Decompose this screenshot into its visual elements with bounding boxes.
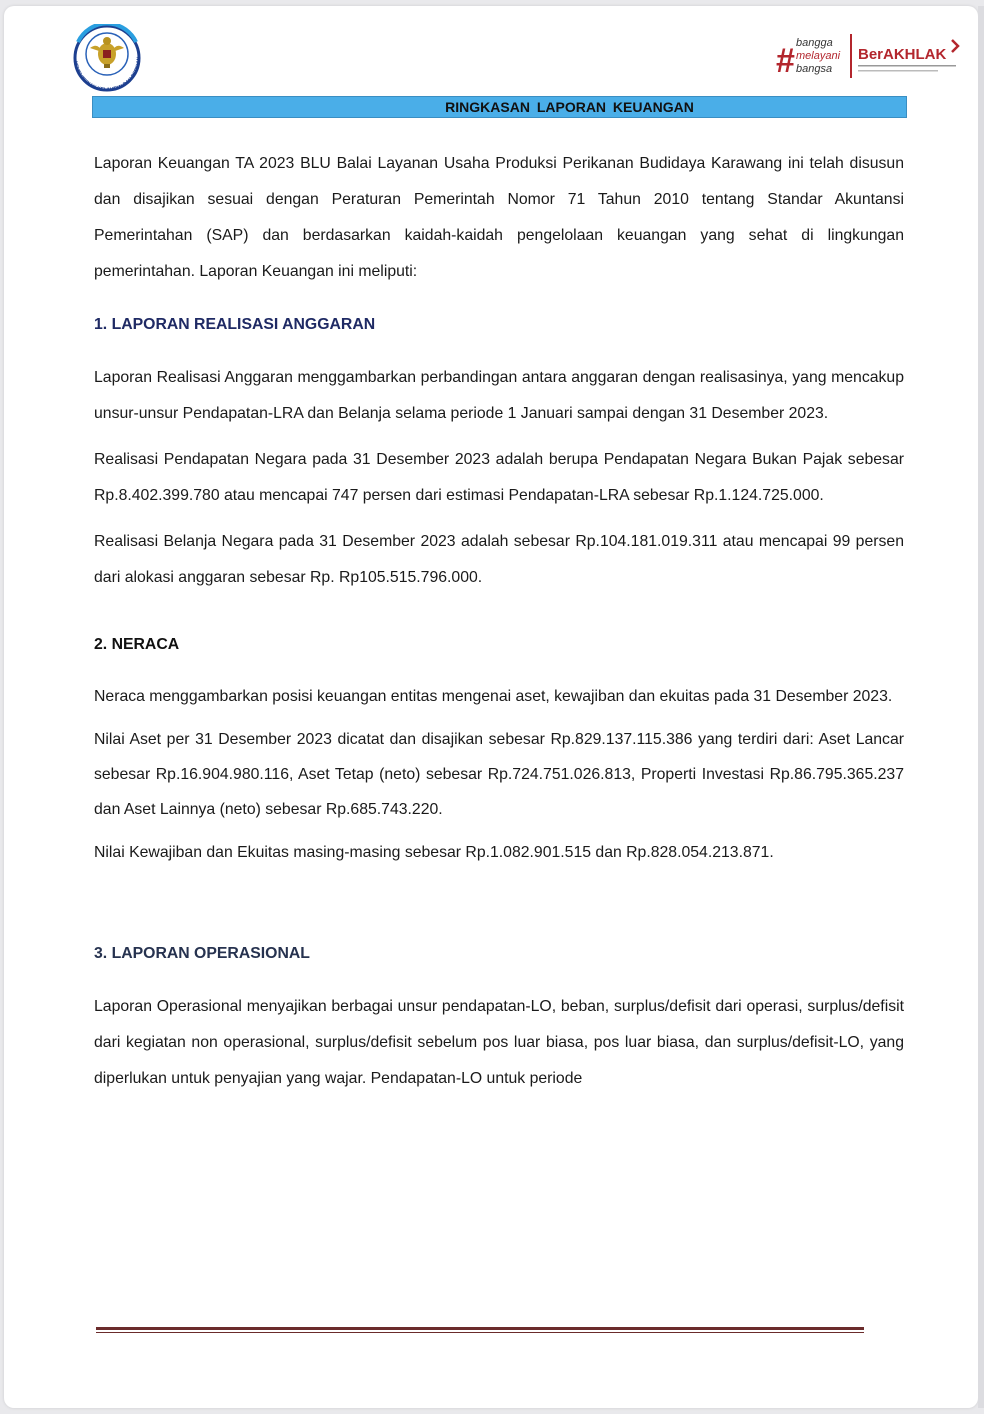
neraca-paragraph-1: Neraca menggambarkan posisi keuangan entitas mengenai aset, kewajiban dan ekuitas pada 31 Desember 2023.	[94, 688, 893, 705]
title-banner	[92, 96, 907, 118]
svg-text:bangga: bangga	[796, 37, 833, 49]
svg-text:bangsa: bangsa	[796, 63, 833, 75]
document-page	[4, 6, 978, 1408]
svg-text:BerAKHLAK: BerAKHLAK	[858, 46, 947, 63]
lra-paragraph-3: Realisasi Belanja Negara pada 31 Desember 2023 adalah sebesar Rp.104.181.019.311 atau mencapai 99 persen dari alokasi anggaran sebesar Rp. Rp105.515.796.000.	[94, 533, 904, 586]
hashtag-icon	[776, 42, 795, 80]
svg-text:#: #	[776, 42, 795, 80]
ministry-emblem-logo	[60, 24, 154, 92]
section-heading-neraca: 2. NERACA	[94, 636, 180, 653]
lra-paragraph-1: Laporan Realisasi Anggaran menggambarkan perbandingan antara anggaran dengan realisasinya, yang mencakup unsur-unsur Pendapatan-LRA dan Belanja selama periode 1 Januari sampai dengan 31 Desember 2023.	[94, 369, 904, 422]
berakhlak-logo	[774, 30, 966, 86]
svg-text:KEMENTERIAN KELAUTAN DAN PERIK: KEMENTERIAN KELAUTAN DAN PERIKAN	[72, 56, 143, 92]
vertical-scrollbar[interactable]	[978, 6, 984, 1408]
lra-paragraph-2: Realisasi Pendapatan Negara pada 31 Desember 2023 adalah berupa Pendapatan Negara Bukan Pajak sebesar Rp.8.402.399.780 atau mencapai 747 persen dari estimasi Pendapatan-LRA sebesar Rp.1.124.725.000.	[94, 451, 904, 504]
document-title: RINGKASAN LAPORAN KEUANGAN	[445, 99, 694, 115]
section-heading-lra: 1. LAPORAN REALISASI ANGGARAN	[94, 316, 376, 333]
lo-paragraph-1: Laporan Operasional menyajikan berbagai unsur pendapatan-LO, beban, surplus/defisit dari operasi, surplus/defisit dari kegiatan non operasional, surplus/defisit sebelum pos luar biasa, pos luar biasa, dan surplus/defisit-LO, yang diperlukan untuk penyajian yang wajar. Pendapatan-LO untuk periode	[94, 998, 904, 1087]
footer-divider-thin	[96, 1332, 864, 1333]
document-body	[94, 146, 904, 1097]
intro-paragraph: Laporan Keuangan TA 2023 BLU Balai Layanan Usaha Produksi Perikanan Budidaya Karawang ini telah disusun dan disajikan sesuai dengan Peraturan Pemerintah Nomor 71 Tahun 2010 tentang Standar Akuntansi Pemerintahan (SAP) dan berdasarkan kaidah-kaidah pengelolaan keuangan yang sehat di lingkungan pemerintahan. Laporan Keuangan ini meliputi:	[94, 155, 904, 280]
neraca-paragraph-2: Nilai Aset per 31 Desember 2023 dicatat dan disajikan sebesar Rp.829.137.115.386 yang terdiri dari: Aset Lancar sebesar Rp.16.904.980.116, Aset Tetap (neto) sebesar Rp.724.751.026.813, Properti Investasi Rp.86.795.365.237 dan Aset Lainnya (neto) sebesar Rp.685.743.220.	[94, 731, 904, 818]
neraca-paragraph-3: Nilai Kewajiban dan Ekuitas masing-masing sebesar Rp.1.082.901.515 dan Rp.828.054.213.871.	[94, 844, 774, 861]
svg-text:melayani: melayani	[796, 50, 841, 62]
section-heading-lo: 3. LAPORAN OPERASIONAL	[94, 945, 310, 962]
footer-divider	[96, 1327, 864, 1330]
